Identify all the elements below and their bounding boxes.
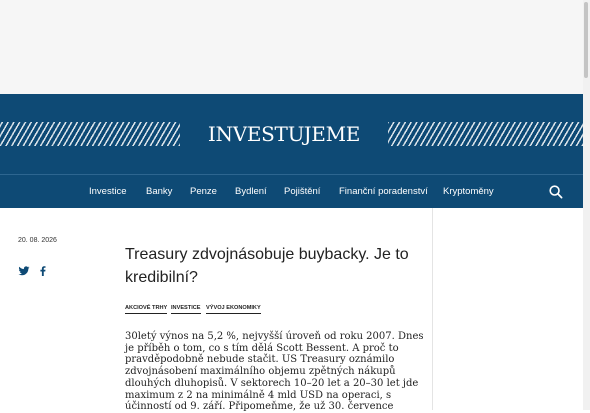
nav-item-banky[interactable]: Banky <box>146 186 173 197</box>
scrollbar-thumb[interactable] <box>584 2 588 78</box>
facebook-icon <box>37 265 49 277</box>
tag-akciove-trhy[interactable]: AKCIOVÉ TRHY <box>125 305 167 314</box>
article-title: Treasury zdvojnásobuje buybacky. Je to kredibilní? <box>125 246 409 286</box>
tag-investice[interactable]: INVESTICE <box>171 305 201 314</box>
site-logo[interactable]: INVESTUJEME <box>207 122 361 146</box>
twitter-icon <box>18 265 30 277</box>
nav-item-pojisteni[interactable]: Pojištění <box>284 186 321 197</box>
main-nav <box>0 175 583 208</box>
share-facebook-button[interactable] <box>37 262 49 274</box>
nav-item-bydleni[interactable]: Bydlení <box>235 186 267 197</box>
page-scrollbar[interactable] <box>583 0 590 410</box>
top-blank-area <box>0 0 583 94</box>
nav-item-investice[interactable]: Investice <box>89 186 127 197</box>
tag-vyvoj-ekonomiky[interactable]: VÝVOJ EKONOMIKY <box>206 305 261 314</box>
article-date: 20. 08. 2026 <box>18 237 57 244</box>
share-twitter-button[interactable] <box>18 262 30 274</box>
nav-item-kryptomeny[interactable]: Kryptoměny <box>443 186 494 197</box>
nav-item-penze[interactable]: Penze <box>190 186 217 197</box>
header-hatch-left <box>0 122 180 146</box>
sidebar-divider <box>432 208 433 410</box>
search-button[interactable] <box>548 184 564 200</box>
article-lead: 30letý výnos na 5,2 %, nejvyšší úroveň od roku 2007. Dnes je příběh o tom, co s tím dělá Scott Bessent. A proč to pravděpodobně nebude stačit. US Treasury oznámilo zdvojnásobení maximálního objemu zpětných nákupů dlouhých dluhopisů. V sektorech 10–20 let a 20–30 let jde maximum z 2 na minimálně 4 mld USD na operaci, s účinností od 9. září. Připomeňme, že už 30. července <box>125 331 424 413</box>
search-icon <box>548 184 564 200</box>
site-header <box>0 94 583 208</box>
nav-item-financni-poradenstvi[interactable]: Finanční poradenství <box>339 186 428 197</box>
header-hatch-right <box>388 122 583 146</box>
